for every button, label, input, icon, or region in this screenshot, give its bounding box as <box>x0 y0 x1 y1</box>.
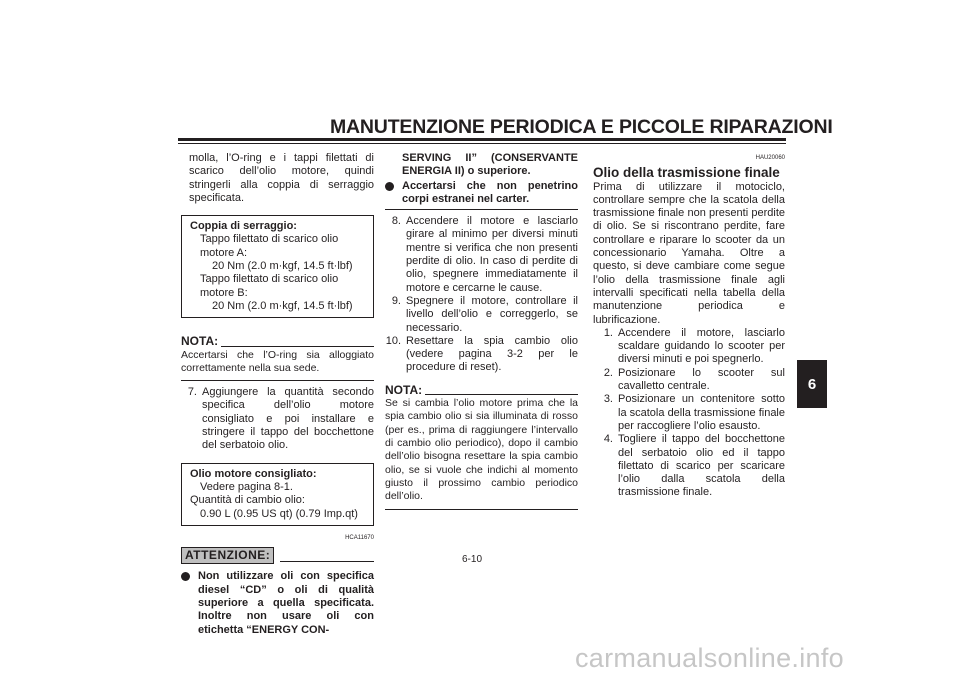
section-title: Olio della trasmissione finale <box>593 165 780 181</box>
step-text: Posizionare un contenitore sotto la scatola della trasmissione finale per raccogliere l’olio esausto. <box>618 393 785 432</box>
step-text: Togliere il tappo del bocchettone del serbatoio olio ed il tappo filettato di scarico per scaricare l’olio dalla scatola della trasmissione finale. <box>618 433 785 499</box>
step-item <box>385 215 578 295</box>
step-item <box>385 295 578 335</box>
torque-spec-line: Tappo filettato di scarico olio motore A: <box>200 233 339 259</box>
note-end-rule <box>181 380 374 381</box>
section-intro: Prima di utilizzare il motociclo, controllare sempre che la scatola della trasmissione finale non presenti perdite di olio. Se si riscontrano perdite, fare controllare e riparare lo scooter da un concessionario Yamaha. Oltre a questo, si deve cambiare come segue l’olio della trasmissione finale agli intervalli specificati nella tabella della manutenzione periodica e lubrificazione. <box>593 180 785 326</box>
caution-bullet-text: Non utilizzare oli con specifica diesel “CD” o oli di qualità superiore a quella specificata. Inoltre non usare oli con etichetta “ENERGY CON- <box>198 570 374 636</box>
step-item <box>593 367 785 394</box>
page-header-title: MANUTENZIONE PERIODICA E PICCOLE RIPARAZIONI <box>330 116 833 138</box>
step-text: Spegnere il motore, controllare il livello dell’olio e correggerlo, se necessario. <box>406 294 578 334</box>
note-label: NOTA: <box>181 334 219 349</box>
column-3 <box>593 152 785 500</box>
intro-text: molla, l’O-ring e i tappi filettati di scarico dell’olio motore, quindi stringerli alla coppia di serraggio specificata. <box>189 152 374 204</box>
bullet-icon <box>181 572 190 581</box>
watermark: carmanualsonline.info <box>575 643 844 673</box>
step-number: 1. <box>603 326 613 339</box>
note-label: NOTA: <box>385 382 423 397</box>
header-rule-thin <box>178 143 786 144</box>
step-number: 9. <box>391 294 401 307</box>
step-text: Accendere il motore e lasciarlo girare al minimo per diversi minuti mentre si verifica che non presenti perdite di olio. In caso di perdite di olio, spegnere immediatamente il motore e cercarne le cause. <box>406 215 578 294</box>
chapter-tab-label: 6 <box>807 375 817 393</box>
caution-bullet <box>181 570 374 636</box>
caution-code: HCA11670 <box>345 534 374 541</box>
note-text: Accertarsi che l’O-ring sia alloggiato correttamente nella sua sede. <box>181 348 374 374</box>
note-text: Se si cambia l’olio motore prima che la spia cambio olio si sia illuminata di rosso (per es., prima di raggiungere l’intervallo di cambio olio periodico), dopo il cambio dell’olio bisogna resettare la spia cambio olio, se si vuole che indichi al momento giusto il prossimo cambio periodico dell’olio. <box>385 397 578 503</box>
step-text: Posizionare lo scooter sul cavalletto centrale. <box>618 366 785 393</box>
step-item <box>385 335 578 375</box>
oil-spec-line: Vedere pagina 8-1. <box>200 480 293 493</box>
step-number: 8. <box>391 215 401 228</box>
oil-spec-value: 0.90 L (0.95 US qt) (0.79 Imp.qt) <box>200 507 358 520</box>
column-1 <box>181 152 374 637</box>
step-item <box>593 433 785 499</box>
torque-spec-title: Coppia di serraggio: <box>190 220 297 233</box>
step-item <box>181 386 374 452</box>
step-number: 4. <box>603 433 613 446</box>
caution-continuation: SERVING II” (CONSERVANTE ENERGIA II) o superiore. <box>402 152 578 178</box>
oil-spec-title: Olio motore consigliato: <box>190 467 317 480</box>
caution-end-rule <box>385 209 578 210</box>
oil-spec-box <box>181 463 374 526</box>
caution-bullet-text: Accertarsi che non penetrino corpi estranei nel carter. <box>402 179 578 205</box>
note-heading <box>385 384 578 397</box>
bullet-icon <box>385 182 394 191</box>
note-heading <box>181 335 374 348</box>
header-rule-thick <box>178 138 786 141</box>
torque-spec-value: 20 Nm (2.0 m·kgf, 14.5 ft·lbf) <box>212 260 353 273</box>
torque-spec-line: Tappo filettato di scarico olio motore B: <box>200 273 339 299</box>
section-code: HAU20060 <box>755 155 785 161</box>
note-end-rule <box>385 509 578 510</box>
step-number: 7. <box>187 386 197 399</box>
step-number: 10. <box>385 334 401 347</box>
step-text: Accendere il motore, lasciarlo scaldare guidando lo scooter per diversi minuti e poi spegnerlo. <box>618 326 785 366</box>
chapter-tab[interactable] <box>797 360 827 408</box>
column-2 <box>385 152 578 510</box>
step-item <box>593 393 785 433</box>
torque-spec-value: 20 Nm (2.0 m·kgf, 14.5 ft·lbf) <box>212 299 353 312</box>
step-item <box>593 327 785 367</box>
step-text: Aggiungere la quantità secondo specifica dell’olio motore consigliato e poi installare e stringere il tappo del bocchettone del serbatoio olio. <box>202 386 374 452</box>
caution-heading <box>181 547 374 564</box>
oil-spec-line: Quantità di cambio olio: <box>190 494 305 507</box>
torque-spec-box <box>181 215 374 318</box>
step-number: 2. <box>603 366 613 379</box>
page-number: 6-10 <box>462 554 483 565</box>
step-number: 3. <box>603 393 613 406</box>
caution-bullet <box>385 180 578 207</box>
step-text: Resettare la spia cambio olio (vedere pagina 3-2 per le procedure di reset). <box>406 334 578 374</box>
caution-label: ATTENZIONE: <box>181 547 274 564</box>
